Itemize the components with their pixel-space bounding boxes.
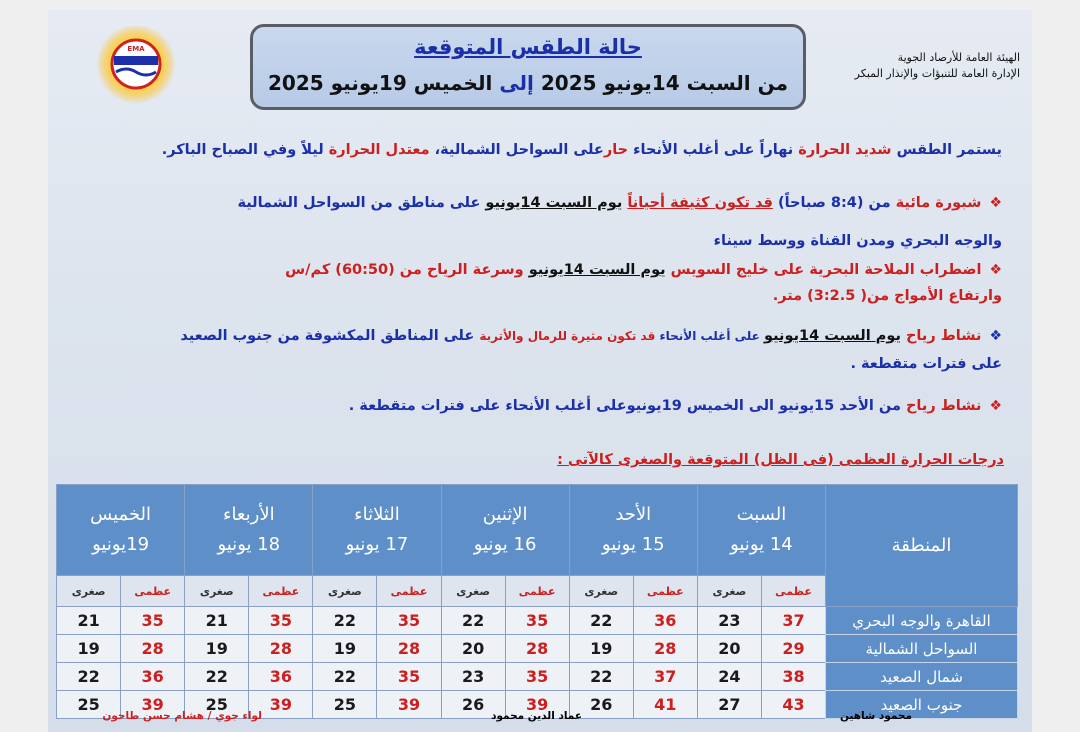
text-segment: على أغلب الأنحاء xyxy=(655,329,765,343)
min-temp: 24 xyxy=(697,663,761,691)
day-header xyxy=(441,485,569,576)
text-segment: اضطراب الملاحة البحرية على خليج السويس xyxy=(665,262,982,278)
min-temp: 20 xyxy=(697,635,761,663)
min-temp: 19 xyxy=(185,635,249,663)
text-segment: يستمر الطقس xyxy=(891,142,1002,158)
max-temp: 43 xyxy=(761,691,825,719)
max-temp: 28 xyxy=(249,635,313,663)
org-line-1: الهيئة العامة للأرصاد الجوية xyxy=(897,51,1020,64)
org-line-2: الإدارة العامة للتنبؤات والإنذار المبكر xyxy=(854,67,1020,80)
temperature-table-title: درجات الحرارة العظمى (فى الظل) المتوقعة والصغرى كالآتى : xyxy=(557,452,1004,468)
min-label: صغرى xyxy=(313,576,377,607)
day-date: 17 يونيو xyxy=(345,534,409,555)
max-label: عظمى xyxy=(121,576,185,607)
max-temp: 36 xyxy=(249,663,313,691)
navigation-warning xyxy=(102,257,1002,309)
max-label: عظمى xyxy=(761,576,825,607)
table-row xyxy=(57,607,1018,635)
text-segment: ليلاً وفي الصباح الباكر. xyxy=(161,142,329,158)
max-temp: 41 xyxy=(633,691,697,719)
text-segment: يوم السبت 14يونيو xyxy=(485,195,623,211)
max-temp: 37 xyxy=(633,663,697,691)
max-label: عظمى xyxy=(633,576,697,607)
text-segment: على السواحل الشمالية، xyxy=(429,142,604,158)
forecast-summary xyxy=(102,142,1002,158)
min-temp: 22 xyxy=(313,607,377,635)
day-header xyxy=(185,485,313,576)
text-segment: من الأحد 15يونيو الى الخميس 19يونيوعلى أغلب الأنحاء على فترات متقطعة . xyxy=(348,398,906,414)
day-date: 14 يونيو xyxy=(730,534,793,555)
max-label: عظمى xyxy=(249,576,313,607)
day-name: الخميس xyxy=(90,504,152,525)
text-segment: على المناطق المكشوفة من جنوب الصعيد xyxy=(180,328,480,344)
day-date: 16 يونيو xyxy=(473,534,537,555)
max-temp: 36 xyxy=(633,607,697,635)
text-segment: نشاط رياح xyxy=(905,328,982,344)
signer-middle: عماد الدين محمود xyxy=(491,710,582,722)
max-temp: 36 xyxy=(121,663,185,691)
range-to: إلى xyxy=(499,71,534,95)
table-row xyxy=(57,663,1018,691)
max-label: عظمى xyxy=(505,576,569,607)
text-segment: شبورة مائية xyxy=(895,195,982,211)
forecast-date-range xyxy=(253,71,803,95)
wind-warning-saturday xyxy=(102,322,1002,378)
svg-text:EMA: EMA xyxy=(127,45,145,53)
text-segment: قد تكون كثيفة أحياناً xyxy=(627,195,773,211)
min-temp: 26 xyxy=(441,691,505,719)
max-temp: 39 xyxy=(377,691,441,719)
region-name: شمال الصعيد xyxy=(826,663,1018,691)
min-temp: 22 xyxy=(441,607,505,635)
max-temp: 39 xyxy=(505,691,569,719)
text-segment: شديد الحرارة xyxy=(798,142,892,158)
region-header: المنطقة xyxy=(826,485,1018,607)
max-temp: 35 xyxy=(121,607,185,635)
day-header xyxy=(697,485,825,576)
text-segment: من (8:4 صباحاً) xyxy=(772,195,896,211)
max-temp: 28 xyxy=(505,635,569,663)
min-label: صغرى xyxy=(569,576,633,607)
ema-logo-icon xyxy=(86,26,186,106)
min-temp: 23 xyxy=(441,663,505,691)
day-date: 19يونيو xyxy=(92,534,150,555)
text-segment: وسرعة الرياح من (60:50) كم/س xyxy=(285,262,529,278)
min-label: صغرى xyxy=(697,576,761,607)
max-temp: 35 xyxy=(377,663,441,691)
region-name: القاهرة والوجه البحري xyxy=(826,607,1018,635)
max-temp: 29 xyxy=(761,635,825,663)
table-header-row xyxy=(57,485,1018,576)
text-segment: حار xyxy=(603,142,629,158)
text-segment: معتدل الحرارة xyxy=(328,142,430,158)
day-header xyxy=(313,485,441,576)
title-box xyxy=(250,24,806,110)
min-temp: 25 xyxy=(57,691,121,719)
min-temp: 19 xyxy=(57,635,121,663)
text-segment: على مناطق من السواحل الشمالية xyxy=(237,195,486,211)
text-segment: قد تكون مثيرة للرمال والأتربة xyxy=(479,329,656,343)
temperature-table xyxy=(56,484,1018,719)
min-temp: 26 xyxy=(569,691,633,719)
signatures xyxy=(48,710,1032,732)
min-temp: 27 xyxy=(697,691,761,719)
region-name: السواحل الشمالية xyxy=(826,635,1018,663)
day-date: 18 يونيو xyxy=(217,534,281,555)
diamond-bullet-icon: ❖ xyxy=(989,195,1002,211)
min-temp: 22 xyxy=(569,663,633,691)
day-name: الأربعاء xyxy=(222,504,275,525)
day-date: 15 يونيو xyxy=(601,534,665,555)
min-temp: 22 xyxy=(57,663,121,691)
max-temp: 35 xyxy=(505,607,569,635)
day-header xyxy=(57,485,185,576)
min-temp: 23 xyxy=(697,607,761,635)
min-temp: 19 xyxy=(313,635,377,663)
signer-right: محمود شاهين xyxy=(839,710,912,722)
page-title: حالة الطقس المتوقعة xyxy=(414,35,642,59)
min-label: صغرى xyxy=(185,576,249,607)
range-start: من السبت 14يونيو 2025 xyxy=(533,71,788,95)
text-segment: وارتفاع الأمواج من( 3:2.5) متر. xyxy=(772,288,1002,304)
text-segment: والوجه البحري ومدن القناة ووسط سيناء xyxy=(713,233,1002,249)
min-temp: 21 xyxy=(185,607,249,635)
text-segment: نشاط رياح xyxy=(905,398,982,414)
max-temp: 28 xyxy=(121,635,185,663)
organization-name xyxy=(820,50,1020,82)
min-temp: 25 xyxy=(313,691,377,719)
min-temp: 22 xyxy=(185,663,249,691)
range-end: الخميس 19يونيو 2025 xyxy=(268,71,500,95)
min-temp: 19 xyxy=(569,635,633,663)
min-temp: 21 xyxy=(57,607,121,635)
max-temp: 28 xyxy=(377,635,441,663)
min-temp: 25 xyxy=(185,691,249,719)
fog-warning xyxy=(102,184,1002,260)
min-temp: 20 xyxy=(441,635,505,663)
day-name: الثلاثاء xyxy=(354,504,400,525)
wind-warning-week xyxy=(102,398,1002,414)
text-segment: يوم السبت 14يونيو xyxy=(528,262,666,278)
day-name: الإثنين xyxy=(482,504,528,525)
diamond-bullet-icon: ❖ xyxy=(989,328,1002,344)
min-temp: 22 xyxy=(313,663,377,691)
max-temp: 37 xyxy=(761,607,825,635)
max-temp: 35 xyxy=(377,607,441,635)
region-name: جنوب الصعيد xyxy=(826,691,1018,719)
day-header xyxy=(569,485,697,576)
max-temp: 28 xyxy=(633,635,697,663)
max-temp: 35 xyxy=(505,663,569,691)
max-temp: 38 xyxy=(761,663,825,691)
min-label: صغرى xyxy=(441,576,505,607)
day-name: السبت xyxy=(736,504,787,525)
max-temp: 35 xyxy=(249,607,313,635)
max-temp: 39 xyxy=(249,691,313,719)
max-temp: 39 xyxy=(121,691,185,719)
text-segment: نهاراً على أغلب الأنحاء xyxy=(628,142,799,158)
min-label: صغرى xyxy=(57,576,121,607)
min-temp: 22 xyxy=(569,607,633,635)
day-name: الأحد xyxy=(615,504,652,525)
table-row xyxy=(57,635,1018,663)
diamond-bullet-icon: ❖ xyxy=(989,398,1002,414)
max-label: عظمى xyxy=(377,576,441,607)
diamond-bullet-icon: ❖ xyxy=(989,262,1002,278)
text-segment: يوم السبت 14يونيو xyxy=(764,328,901,344)
text-segment: على فترات متقطعة . xyxy=(850,356,1002,372)
signer-left: لواء جوي / هشام حسن طاحون xyxy=(102,710,262,722)
bulletin-sheet xyxy=(48,10,1032,732)
